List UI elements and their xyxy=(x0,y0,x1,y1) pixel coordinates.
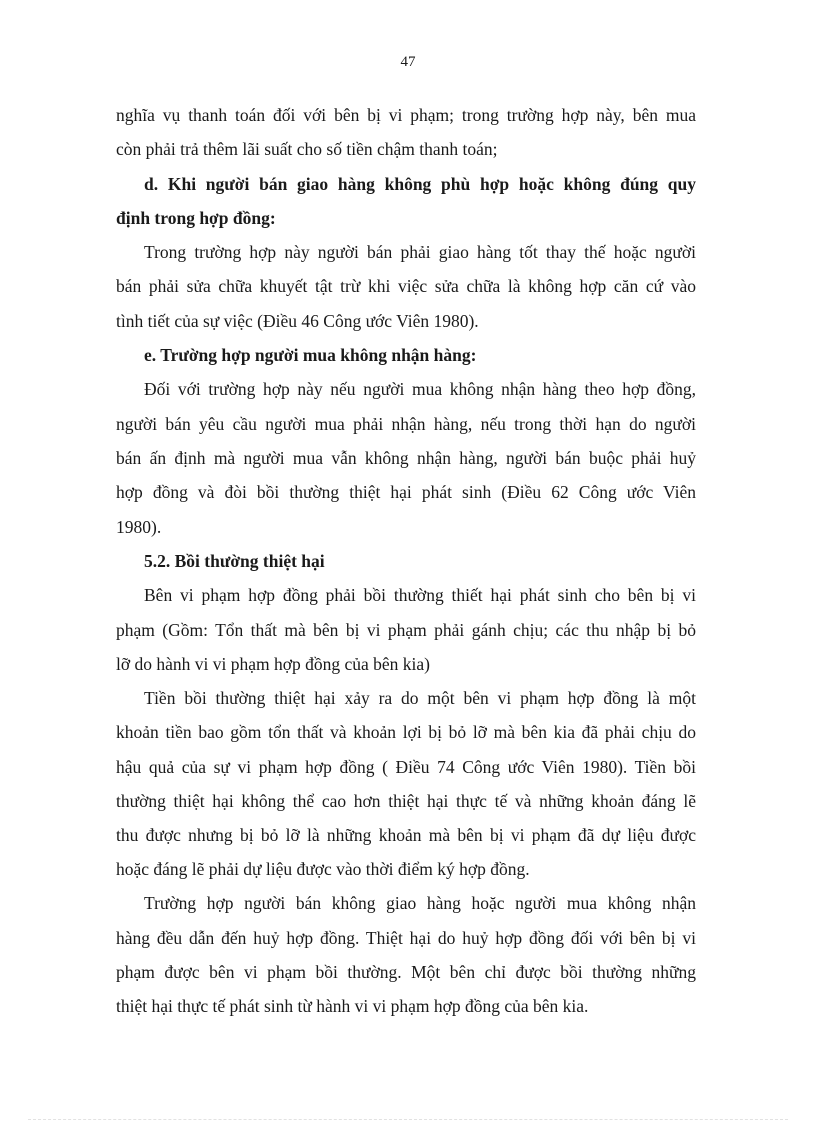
body-line: hậu quả của sự vi phạm hợp đồng ( Điều 74 Công ước Viên 1980). Tiền bồi xyxy=(116,757,696,777)
body-line: còn phải trả thêm lãi suất cho số tiền chậm thanh toán; xyxy=(116,139,498,159)
page-bottom-rule xyxy=(28,1119,788,1120)
body-line: 1980). xyxy=(116,517,162,537)
page-number: 47 xyxy=(400,54,416,70)
body-line: thu được nhưng bị bỏ lỡ là những khoản mà bên bị vi phạm đã dự liệu được xyxy=(116,825,696,845)
body-line: người bán yêu cầu người mua phải nhận hàng, nếu trong thời hạn do người xyxy=(116,414,696,434)
body-line: Bên vi phạm hợp đồng phải bồi thường thiết hại phát sinh cho bên bị vi xyxy=(144,585,696,605)
body-line: bán ấn định mà người mua vẫn không nhận hàng, người bán buộc phải huỷ xyxy=(116,448,696,468)
body-line: hàng đều dẫn đến huỷ hợp đồng. Thiệt hại do huỷ hợp đồng đối với bên bị vi xyxy=(116,928,696,948)
body-line: thường thiệt hại không thể cao hơn thiệt hại thực tế và những khoản đáng lẽ xyxy=(116,791,696,811)
section-heading-e: e. Trường hợp người mua không nhận hàng: xyxy=(144,345,477,365)
section-heading-5-2: 5.2. Bồi thường thiệt hại xyxy=(144,551,325,571)
body-line: Trong trường hợp này người bán phải giao hàng tốt thay thế hoặc người xyxy=(144,242,696,262)
body-line: phạm được bên vi phạm bồi thường. Một bên chỉ được bồi thường những xyxy=(116,962,696,982)
body-line: nghĩa vụ thanh toán đối với bên bị vi phạm; trong trường hợp này, bên mua xyxy=(116,105,696,125)
body-line: Đối với trường hợp này nếu người mua không nhận hàng theo hợp đồng, xyxy=(144,379,696,399)
section-heading-d: định trong hợp đồng: xyxy=(116,208,276,228)
body-line: hoặc đáng lẽ phải dự liệu được vào thời điểm ký hợp đồng. xyxy=(116,859,530,879)
body-line: tình tiết của sự việc (Điều 46 Công ước Viên 1980). xyxy=(116,311,479,331)
body-line: thiệt hại thực tế phát sinh từ hành vi vi phạm hợp đồng của bên kia. xyxy=(116,996,589,1016)
body-line: Trường hợp người bán không giao hàng hoặc người mua không nhận xyxy=(144,893,696,913)
body-line: khoản tiền bao gồm tổn thất và khoản lợi bị bỏ lỡ mà bên kia đã phải chịu do xyxy=(116,722,696,742)
body-line: phạm (Gồm: Tổn thất mà bên bị vi phạm phải gánh chịu; các thu nhập bị bỏ xyxy=(116,620,696,640)
section-heading-d: d. Khi người bán giao hàng không phù hợp hoặc không đúng quy xyxy=(144,174,696,194)
body-line: hợp đồng và đòi bồi thường thiệt hại phát sinh (Điều 62 Công ước Viên xyxy=(116,482,696,502)
body-line: lỡ do hành vi vi phạm hợp đồng của bên kia) xyxy=(116,654,431,674)
body-line: bán phải sửa chữa khuyết tật trừ khi việc sửa chữa là không hợp căn cứ vào xyxy=(116,276,696,296)
body-line: Tiền bồi thường thiệt hại xảy ra do một bên vi phạm hợp đồng là một xyxy=(144,688,696,708)
